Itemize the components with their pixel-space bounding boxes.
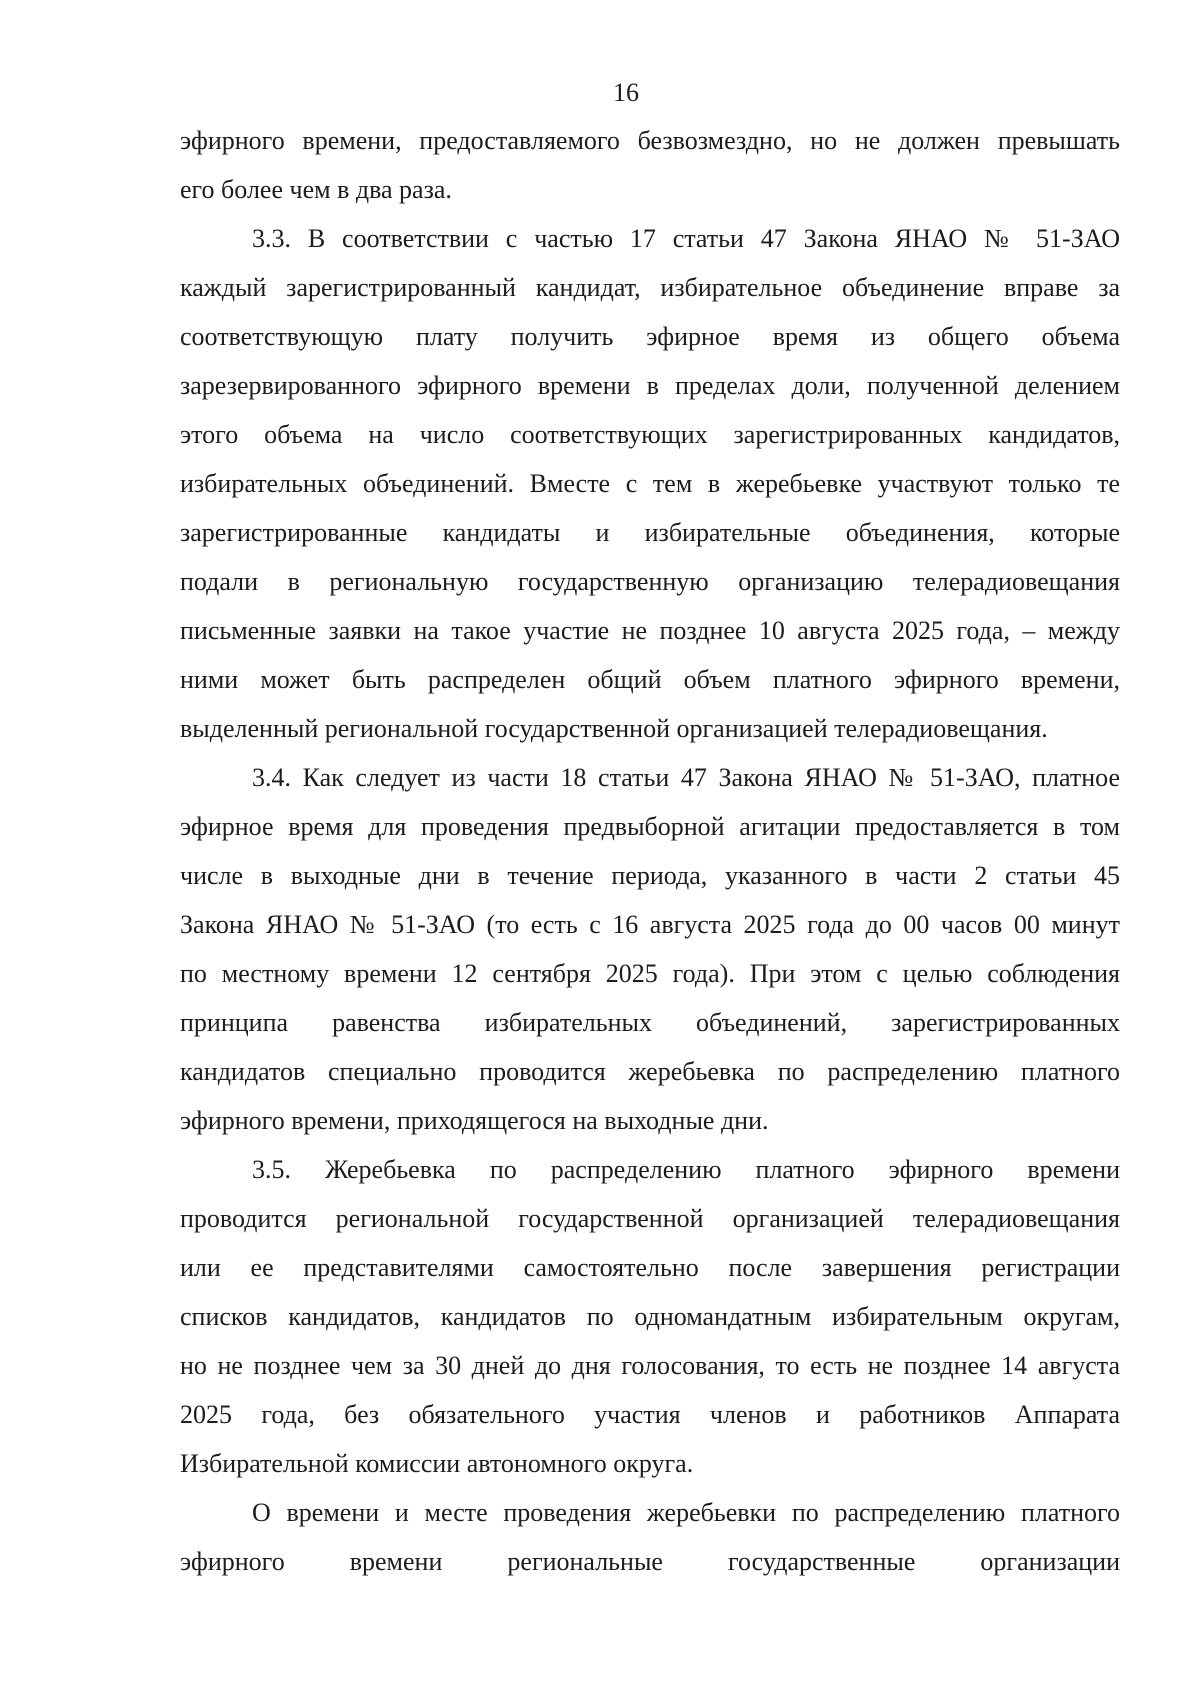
text-line: эфирного времени региональные государственные организации bbox=[180, 1547, 1120, 1576]
text-line: 3.4. Как следует из части 18 статьи 47 Закона ЯНАО № 51-ЗАО, платное bbox=[252, 763, 1120, 792]
text-line: его более чем в два раза. bbox=[180, 175, 452, 204]
text-line: или ее представителями самостоятельно после завершения регистрации bbox=[180, 1253, 1120, 1282]
text-line: эфирного времени, приходящегося на выходные дни. bbox=[180, 1106, 769, 1135]
text-line: 3.5. Жеребьевка по распределению платного эфирного времени bbox=[252, 1155, 1120, 1184]
text-line: ними может быть распределен общий объем платного эфирного времени, bbox=[180, 665, 1120, 694]
text-line: проводится региональной государственной организацией телерадиовещания bbox=[180, 1204, 1120, 1233]
text-line: Избирательной комиссии автономного округа. bbox=[180, 1449, 694, 1478]
text-line: О времени и месте проведения жеребьевки по распределению платного bbox=[252, 1498, 1120, 1527]
text-line: избирательных объединений. Вместе с тем в жеребьевке участвуют только те bbox=[180, 469, 1120, 498]
text-line: зарезервированного эфирного времени в пределах доли, полученной делением bbox=[180, 371, 1120, 400]
text-line: письменные заявки на такое участие не позднее 10 августа 2025 года, – между bbox=[180, 616, 1120, 645]
text-line: зарегистрированные кандидаты и избирательные объединения, которые bbox=[180, 518, 1120, 547]
text-line: этого объема на число соответствующих зарегистрированных кандидатов, bbox=[180, 420, 1120, 449]
text-line: Закона ЯНАО № 51-ЗАО (то есть с 16 августа 2025 года до 00 часов 00 минут bbox=[180, 910, 1120, 939]
text-line: каждый зарегистрированный кандидат, избирательное объединение вправе за bbox=[180, 273, 1120, 302]
text-line: кандидатов специально проводится жеребьевка по распределению платного bbox=[180, 1057, 1120, 1086]
text-line: списков кандидатов, кандидатов по одномандатным избирательным округам, bbox=[180, 1302, 1120, 1331]
text-line: выделенный региональной государственной организацией телерадиовещания. bbox=[180, 714, 1048, 743]
text-line: принципа равенства избирательных объединений, зарегистрированных bbox=[180, 1008, 1120, 1037]
page-number: 16 bbox=[613, 78, 639, 107]
text-line: по местному времени 12 сентября 2025 года). При этом с целью соблюдения bbox=[180, 959, 1120, 988]
text-line: соответствующую плату получить эфирное время из общего объема bbox=[180, 322, 1120, 351]
text-line: эфирного времени, предоставляемого безвозмездно, но не должен превышать bbox=[180, 126, 1120, 155]
text-line: но не позднее чем за 30 дней до дня голосования, то есть не позднее 14 августа bbox=[180, 1351, 1120, 1380]
text-line: эфирное время для проведения предвыборной агитации предоставляется в том bbox=[180, 812, 1120, 841]
text-line: 3.3. В соответствии с частью 17 статьи 47 Закона ЯНАО № 51-ЗАО bbox=[252, 224, 1120, 253]
text-line: числе в выходные дни в течение периода, указанного в части 2 статьи 45 bbox=[180, 861, 1120, 890]
text-line: 2025 года, без обязательного участия членов и работников Аппарата bbox=[180, 1400, 1120, 1429]
document-body bbox=[180, 116, 1120, 1586]
text-line: подали в региональную государственную организацию телерадиовещания bbox=[180, 567, 1120, 596]
